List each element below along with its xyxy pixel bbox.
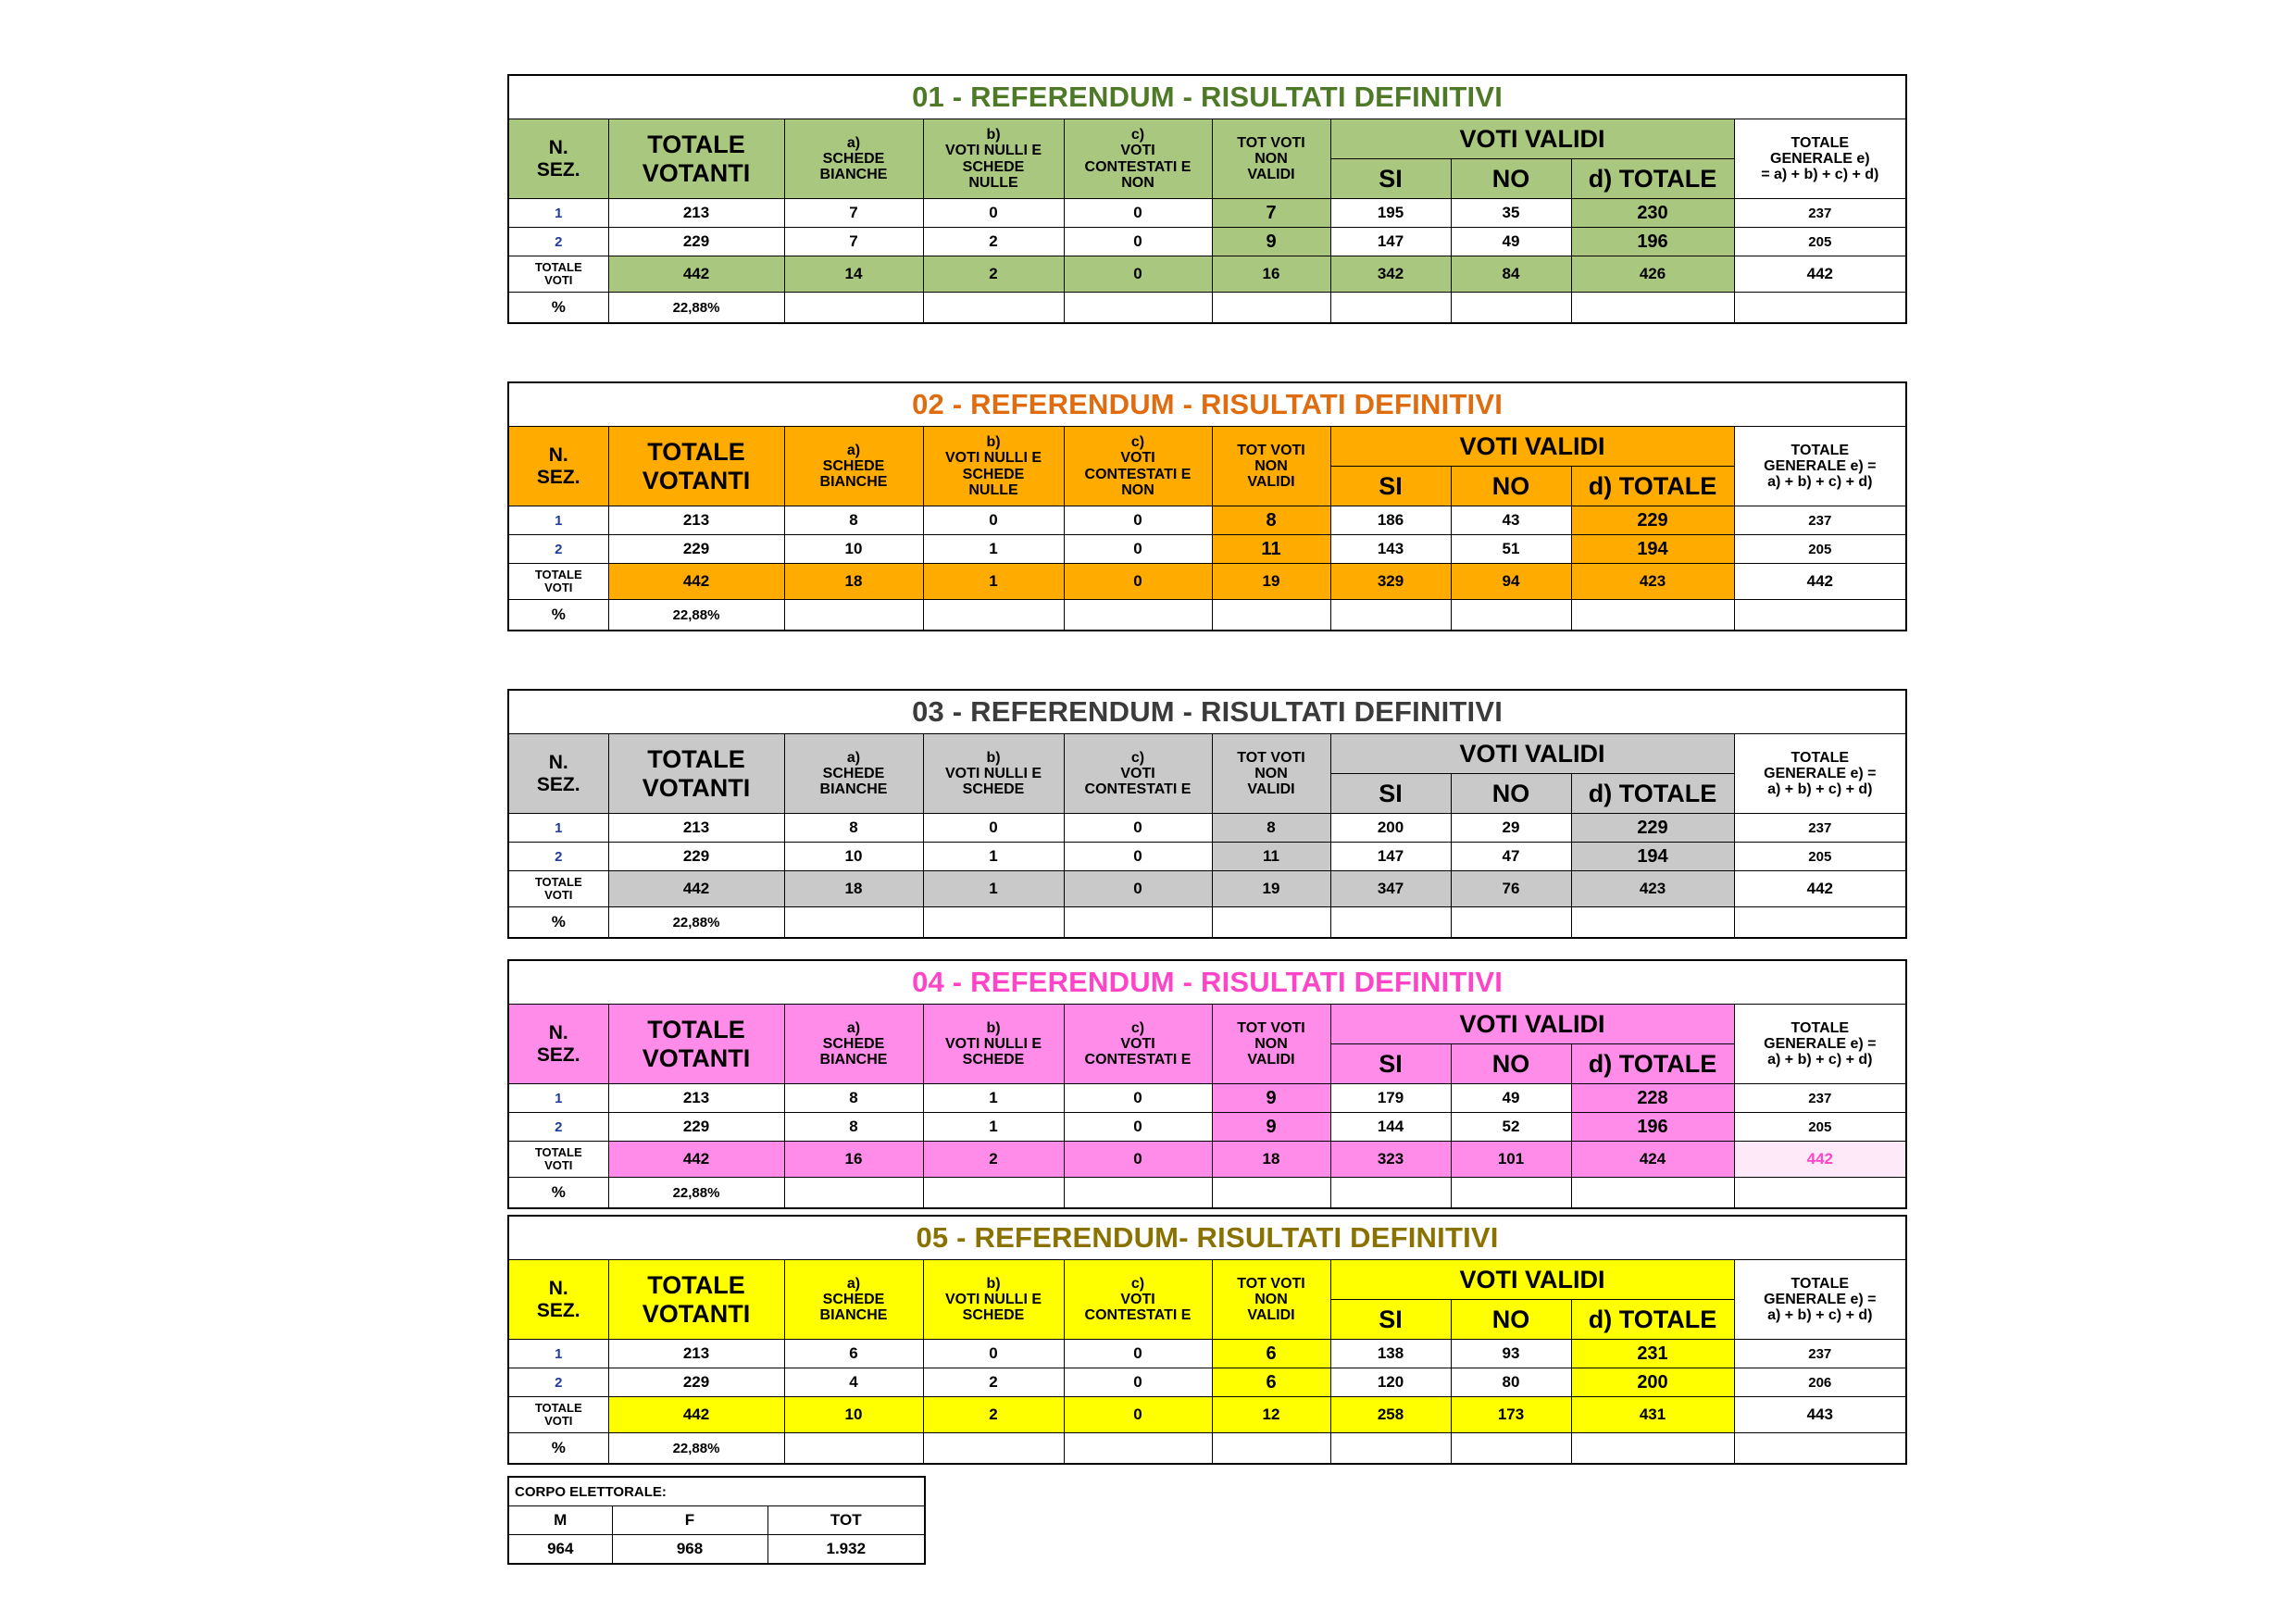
- referendum-block-02: [507, 381, 1896, 631]
- col-header-totale-generale: TOTALE GENERALE e) = a) + b) + c) + d): [1734, 734, 1906, 814]
- col-header-sezione: N. SEZ.: [508, 1005, 608, 1084]
- referendum-block-03: [507, 689, 1896, 939]
- table-row-total: TOTALE VOTI 442 10 2 0 12 258 173 431 443: [508, 1397, 1906, 1433]
- col-header-si: SI: [1330, 774, 1451, 814]
- table-row: 2 229 4 2 0 6 120 80 200 206: [508, 1368, 1906, 1397]
- col-header-sezione: N. SEZ.: [508, 734, 608, 814]
- percent-value: 22,88%: [608, 293, 784, 324]
- col-header-voti-nulli: b) VOTI NULLI E SCHEDE: [923, 1260, 1064, 1340]
- referendum-block-05: [507, 1215, 1896, 1465]
- percent-label: %: [508, 600, 608, 631]
- percent-value: 22,88%: [608, 907, 784, 939]
- col-header-voti-nulli: b) VOTI NULLI E SCHEDE NULLE: [923, 427, 1064, 506]
- col-header-voti-validi: VOTI VALIDI: [1330, 1260, 1734, 1300]
- col-header-sezione: N. SEZ.: [508, 427, 608, 506]
- col-header-voti-contestati: c) VOTI CONTESTATI E: [1064, 734, 1212, 814]
- col-header-voti-contestati: c) VOTI CONTESTATI E NON: [1064, 119, 1212, 199]
- col-header-totale-votanti: TOTALE VOTANTI: [608, 734, 784, 814]
- table-row-percent: [508, 1433, 1906, 1465]
- percent-label: %: [508, 293, 608, 324]
- col-header-no: NO: [1451, 1300, 1571, 1340]
- col-header-totale-generale: TOTALE GENERALE e) = a) + b) + c) + d): [1734, 119, 1906, 199]
- percent-label: %: [508, 907, 608, 939]
- total-generale-value: 442: [1734, 256, 1906, 293]
- percent-label: %: [508, 1433, 608, 1465]
- col-header-d-totale: d) TOTALE: [1571, 1300, 1734, 1340]
- results-table: [507, 689, 1907, 939]
- results-table: [507, 1215, 1907, 1465]
- col-header-sezione: N. SEZ.: [508, 119, 608, 199]
- table-row: 1 213 8 1 0 9 179 49 228 237: [508, 1084, 1906, 1113]
- corpo-elettorale-title: CORPO ELETTORALE:: [508, 1477, 925, 1506]
- col-header-totale-generale: TOTALE GENERALE e) = a) + b) + c) + d): [1734, 1260, 1906, 1340]
- col-header-d-totale: d) TOTALE: [1571, 774, 1734, 814]
- col-header-d-totale: d) TOTALE: [1571, 467, 1734, 506]
- total-row-label: TOTALE VOTI: [508, 1397, 608, 1433]
- block-title: 05 - REFERENDUM- RISULTATI DEFINITIVI: [508, 1216, 1906, 1260]
- results-table: [507, 381, 1907, 631]
- col-header-totale-generale: TOTALE GENERALE e) = a) + b) + c) + d): [1734, 427, 1906, 506]
- percent-value: 22,88%: [608, 1433, 784, 1465]
- table-row-percent: [508, 600, 1906, 631]
- total-row-label: TOTALE VOTI: [508, 871, 608, 907]
- total-row-label: TOTALE VOTI: [508, 1142, 608, 1178]
- corpo-value-tot: 1.932: [767, 1535, 925, 1565]
- col-header-voti-validi: VOTI VALIDI: [1330, 734, 1734, 774]
- col-header-no: NO: [1451, 467, 1571, 506]
- block-title: 02 - REFERENDUM - RISULTATI DEFINITIVI: [508, 382, 1906, 427]
- referendum-block-01: [507, 74, 1896, 324]
- table-row-total: TOTALE VOTI 442 14 2 0 16 342 84 426 442: [508, 256, 1906, 293]
- total-generale-value: 442: [1734, 1142, 1906, 1178]
- total-row-label: TOTALE VOTI: [508, 564, 608, 600]
- corpo-value-m: 964: [508, 1535, 612, 1565]
- referendum-block-04: [507, 959, 1896, 1209]
- table-row-percent: [508, 293, 1906, 324]
- table-row: 1 213 6 0 0 6 138 93 231 237: [508, 1340, 1906, 1368]
- col-header-no: NO: [1451, 774, 1571, 814]
- col-header-sezione: N. SEZ.: [508, 1260, 608, 1340]
- table-row: 2 229 10 1 0 11 147 47 194 205: [508, 843, 1906, 871]
- table-row: 2 229 10 1 0 11 143 51 194 205: [508, 535, 1906, 564]
- col-header-voti-nulli: b) VOTI NULLI E SCHEDE: [923, 734, 1064, 814]
- corpo-value-f: 968: [612, 1535, 767, 1565]
- corpo-elettorale-table: [507, 1476, 926, 1565]
- corpo-elettorale-block: [507, 1476, 924, 1565]
- table-row: 2 229 8 1 0 9 144 52 196 205: [508, 1113, 1906, 1142]
- block-title: 04 - REFERENDUM - RISULTATI DEFINITIVI: [508, 960, 1906, 1005]
- table-row-total: TOTALE VOTI 442 18 1 0 19 329 94 423 442: [508, 564, 1906, 600]
- table-row: 1 213 8 0 0 8 200 29 229 237: [508, 814, 1906, 843]
- col-header-schede-bianche: a) SCHEDE BIANCHE: [784, 119, 923, 199]
- col-header-voti-contestati: c) VOTI CONTESTATI E NON: [1064, 427, 1212, 506]
- col-header-totale-votanti: TOTALE VOTANTI: [608, 1005, 784, 1084]
- table-row-percent: [508, 907, 1906, 939]
- col-header-totale-votanti: TOTALE VOTANTI: [608, 119, 784, 199]
- col-header-si: SI: [1330, 159, 1451, 199]
- table-row-total: TOTALE VOTI 442 16 2 0 18 323 101 424 442: [508, 1142, 1906, 1178]
- total-row-label: TOTALE VOTI: [508, 256, 608, 293]
- table-row-total: TOTALE VOTI 442 18 1 0 19 347 76 423 442: [508, 871, 1906, 907]
- results-table: [507, 959, 1907, 1209]
- block-title: 03 - REFERENDUM - RISULTATI DEFINITIVI: [508, 690, 1906, 734]
- col-header-schede-bianche: a) SCHEDE BIANCHE: [784, 427, 923, 506]
- col-header-no: NO: [1451, 1044, 1571, 1084]
- block-title: 01 - REFERENDUM - RISULTATI DEFINITIVI: [508, 75, 1906, 119]
- table-row-percent: [508, 1178, 1906, 1209]
- col-header-no: NO: [1451, 159, 1571, 199]
- col-header-schede-bianche: a) SCHEDE BIANCHE: [784, 734, 923, 814]
- col-header-tot-voti-non-validi: TOT VOTI NON VALIDI: [1212, 119, 1330, 199]
- col-header-schede-bianche: a) SCHEDE BIANCHE: [784, 1005, 923, 1084]
- percent-value: 22,88%: [608, 1178, 784, 1209]
- col-header-d-totale: d) TOTALE: [1571, 159, 1734, 199]
- col-header-voti-nulli: b) VOTI NULLI E SCHEDE NULLE: [923, 119, 1064, 199]
- col-header-totale-votanti: TOTALE VOTANTI: [608, 1260, 784, 1340]
- corpo-header-tot: TOT: [767, 1506, 925, 1535]
- col-header-schede-bianche: a) SCHEDE BIANCHE: [784, 1260, 923, 1340]
- table-row: 2 229 7 2 0 9 147 49 196 205: [508, 228, 1906, 256]
- col-header-voti-validi: VOTI VALIDI: [1330, 119, 1734, 159]
- total-generale-value: 443: [1734, 1397, 1906, 1433]
- total-generale-value: 442: [1734, 871, 1906, 907]
- col-header-tot-voti-non-validi: TOT VOTI NON VALIDI: [1212, 1005, 1330, 1084]
- col-header-totale-votanti: TOTALE VOTANTI: [608, 427, 784, 506]
- corpo-header-m: M: [508, 1506, 612, 1535]
- results-table: [507, 74, 1907, 324]
- col-header-d-totale: d) TOTALE: [1571, 1044, 1734, 1084]
- col-header-voti-contestati: c) VOTI CONTESTATI E: [1064, 1260, 1212, 1340]
- col-header-si: SI: [1330, 467, 1451, 506]
- total-generale-value: 442: [1734, 564, 1906, 600]
- percent-label: %: [508, 1178, 608, 1209]
- col-header-voti-validi: VOTI VALIDI: [1330, 1005, 1734, 1044]
- col-header-si: SI: [1330, 1300, 1451, 1340]
- col-header-voti-nulli: b) VOTI NULLI E SCHEDE: [923, 1005, 1064, 1084]
- percent-value: 22,88%: [608, 600, 784, 631]
- col-header-tot-voti-non-validi: TOT VOTI NON VALIDI: [1212, 734, 1330, 814]
- col-header-voti-contestati: c) VOTI CONTESTATI E: [1064, 1005, 1212, 1084]
- col-header-totale-generale: TOTALE GENERALE e) = a) + b) + c) + d): [1734, 1005, 1906, 1084]
- table-row: 1 213 7 0 0 7 195 35 230 237: [508, 199, 1906, 228]
- table-row: 1 213 8 0 0 8 186 43 229 237: [508, 506, 1906, 535]
- col-header-voti-validi: VOTI VALIDI: [1330, 427, 1734, 467]
- corpo-header-f: F: [612, 1506, 767, 1535]
- col-header-tot-voti-non-validi: TOT VOTI NON VALIDI: [1212, 427, 1330, 506]
- col-header-si: SI: [1330, 1044, 1451, 1084]
- col-header-tot-voti-non-validi: TOT VOTI NON VALIDI: [1212, 1260, 1330, 1340]
